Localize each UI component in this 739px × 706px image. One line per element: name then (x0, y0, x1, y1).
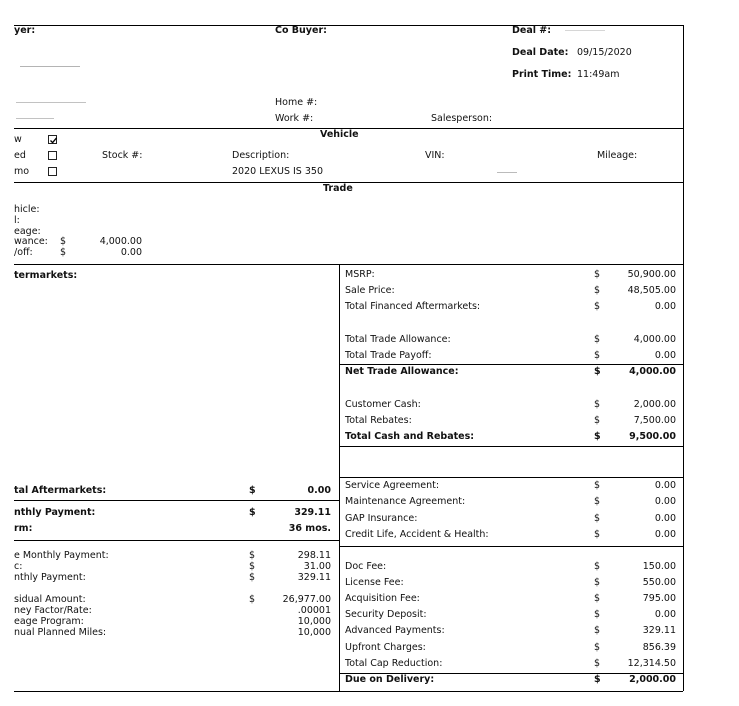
summary-row-currency: $ (594, 561, 601, 572)
summary-row-currency: $ (594, 674, 601, 685)
summary-row-label: Advanced Payments: (345, 625, 445, 636)
summary-row-value: 795.00 (642, 593, 676, 604)
condition-label-demo: mo (14, 166, 30, 177)
aftermarkets-rule (14, 500, 339, 501)
description-value: 2020 LEXUS IS 350 (232, 166, 323, 177)
summary-row-value: 856.39 (642, 642, 676, 653)
summary-row-label: GAP Insurance: (345, 513, 418, 524)
breakdown-currency: $ (249, 561, 256, 572)
check-icon (49, 136, 58, 145)
summary-row-value: 0.00 (654, 350, 676, 361)
redacted-mark (16, 118, 54, 119)
vin-label: VIN: (425, 150, 445, 161)
lease-term-value: .00001 (297, 605, 331, 616)
summary-row-label: Acquisition Fee: (345, 593, 420, 604)
mileage-label: Mileage: (597, 150, 638, 161)
summary-row-value: 150.00 (642, 561, 676, 572)
deal-date-value: 09/15/2020 (577, 47, 632, 58)
summary-row-currency: $ (594, 593, 601, 604)
summary-row-value: 0.00 (654, 301, 676, 312)
net-trade-rule (339, 364, 683, 365)
breakdown-value: 31.00 (303, 561, 331, 572)
summary-row-value: 4,000.00 (629, 366, 676, 377)
summary-row-label: Doc Fee: (345, 561, 387, 572)
condition-label-used: ed (14, 150, 26, 161)
aftermarkets-title: termarkets: (14, 270, 78, 281)
summary-row-label: Total Cap Reduction: (345, 658, 443, 669)
summary-row-value: 329.11 (642, 625, 676, 636)
summary-row-currency: $ (594, 431, 601, 442)
products-rule (339, 477, 683, 478)
summary-row-currency: $ (594, 301, 601, 312)
trade-payoff-label: /off: (14, 247, 33, 258)
condition-label-new: w (14, 134, 22, 145)
summary-row-label: Upfront Charges: (345, 642, 426, 653)
summary-row-value: 48,505.00 (627, 285, 676, 296)
lease-term-label: sidual Amount: (14, 594, 86, 605)
total-aftermarkets-currency: $ (249, 485, 256, 496)
condition-checkbox-demo[interactable] (48, 167, 57, 176)
redacted-mark (497, 172, 517, 173)
summary-row-currency: $ (594, 350, 601, 361)
lease-term-value: 10,000 (297, 616, 331, 627)
summary-row-currency: $ (594, 642, 601, 653)
summary-row-label: Total Financed Aftermarkets: (345, 301, 481, 312)
lease-term-label: nual Planned Miles: (14, 627, 107, 638)
summary-row-currency: $ (594, 366, 601, 377)
summary-row-currency: $ (594, 415, 601, 426)
top-border (14, 25, 683, 26)
cash-rebates-rule (339, 446, 683, 447)
summary-row-label: Sale Price: (345, 285, 395, 296)
monthly-rule (14, 540, 339, 541)
vehicle-section-title: Vehicle (320, 129, 359, 140)
summary-row-label: Due on Delivery: (345, 674, 435, 685)
breakdown-label: nthly Payment: (14, 572, 86, 583)
summary-row-currency: $ (594, 658, 601, 669)
summary-row-currency: $ (594, 285, 601, 296)
summary-row-value: 9,500.00 (629, 431, 676, 442)
term-label: rm: (14, 523, 33, 534)
condition-checkbox-new[interactable] (48, 135, 57, 144)
summary-row-value: 2,000.00 (629, 674, 676, 685)
lease-term-label: ney Factor/Rate: (14, 605, 92, 616)
work-phone-label: Work #: (275, 113, 314, 124)
term-value: 36 mos. (288, 523, 331, 534)
print-time-label: Print Time: (512, 69, 572, 80)
summary-row-currency: $ (594, 513, 601, 524)
total-aftermarkets-value: 0.00 (307, 485, 331, 496)
summary-row-value: 7,500.00 (633, 415, 676, 426)
summary-row-currency: $ (594, 609, 601, 620)
salesperson-label: Salesperson: (431, 113, 493, 124)
total-aftermarkets-label: tal Aftermarkets: (14, 485, 107, 496)
summary-row-value: 0.00 (654, 480, 676, 491)
cobuyer-label: Co Buyer: (275, 25, 327, 36)
summary-row-currency: $ (594, 480, 601, 491)
summary-divider (14, 264, 683, 265)
trade-allowance-label: wance: (14, 236, 48, 247)
summary-row-currency: $ (594, 529, 601, 540)
breakdown-currency: $ (249, 572, 256, 583)
summary-row-currency: $ (594, 399, 601, 410)
print-time-value: 11:49am (577, 69, 620, 80)
summary-row-label: MSRP: (345, 269, 375, 280)
home-phone-label: Home #: (275, 97, 318, 108)
breakdown-label: c: (14, 561, 23, 572)
trade-vehicle-label: hicle: (14, 204, 40, 215)
stock-number-label: Stock #: (102, 150, 143, 161)
summary-row-label: License Fee: (345, 577, 404, 588)
breakdown-currency: $ (249, 550, 256, 561)
lease-term-currency: $ (249, 594, 256, 605)
summary-row-currency: $ (594, 625, 601, 636)
description-label: Description: (232, 150, 290, 161)
summary-row-currency: $ (594, 577, 601, 588)
redacted-mark (20, 66, 80, 67)
redacted-mark (16, 102, 86, 103)
deal-date-label: Deal Date: (512, 47, 569, 58)
summary-row-label: Total Trade Allowance: (345, 334, 451, 345)
summary-row-label: Credit Life, Accident & Health: (345, 529, 489, 540)
summary-row-value: 2,000.00 (633, 399, 676, 410)
summary-row-value: 0.00 (654, 513, 676, 524)
trade-allowance-value: 4,000.00 (99, 236, 142, 247)
summary-row-label: Service Agreement: (345, 480, 440, 491)
summary-row-label: Security Deposit: (345, 609, 427, 620)
summary-row-value: 4,000.00 (633, 334, 676, 345)
summary-row-currency: $ (594, 496, 601, 507)
lease-term-label: eage Program: (14, 616, 84, 627)
summary-row-value: 50,900.00 (627, 269, 676, 280)
summary-row-label: Maintenance Agreement: (345, 496, 466, 507)
breakdown-value: 329.11 (297, 572, 331, 583)
summary-row-currency: $ (594, 269, 601, 280)
lease-term-value: 10,000 (297, 627, 331, 638)
lease-term-value: 26,977.00 (282, 594, 331, 605)
redacted-mark (565, 30, 605, 31)
summary-row-value: 550.00 (642, 577, 676, 588)
summary-row-label: Total Rebates: (345, 415, 412, 426)
trade-mileage-label: eage: (14, 226, 41, 237)
trade-allowance-currency: $ (60, 236, 67, 247)
condition-checkbox-used[interactable] (48, 151, 57, 160)
breakdown-value: 298.11 (297, 550, 331, 561)
buyer-label: yer: (14, 25, 36, 36)
right-border (683, 25, 684, 691)
summary-row-value: 12,314.50 (627, 658, 676, 669)
breakdown-label: e Monthly Payment: (14, 550, 109, 561)
summary-row-label: Total Trade Payoff: (345, 350, 432, 361)
deal-number-label: Deal #: (512, 25, 552, 36)
summary-row-value: 0.00 (654, 529, 676, 540)
trade-vin-label: l: (14, 215, 20, 226)
summary-row-value: 0.00 (654, 609, 676, 620)
trade-payoff-currency: $ (60, 247, 67, 258)
summary-row-label: Customer Cash: (345, 399, 421, 410)
monthly-payment-value: 329.11 (294, 507, 331, 518)
trade-payoff-value: 0.00 (120, 247, 142, 258)
summary-row-label: Net Trade Allowance: (345, 366, 459, 377)
summary-row-value: 0.00 (654, 496, 676, 507)
bottom-border (14, 691, 683, 692)
trade-section-title: Trade (323, 183, 353, 194)
summary-row-label: Total Cash and Rebates: (345, 431, 475, 442)
fees-rule (339, 546, 683, 547)
summary-row-currency: $ (594, 334, 601, 345)
monthly-payment-label: nthly Payment: (14, 507, 96, 518)
monthly-payment-currency: $ (249, 507, 256, 518)
